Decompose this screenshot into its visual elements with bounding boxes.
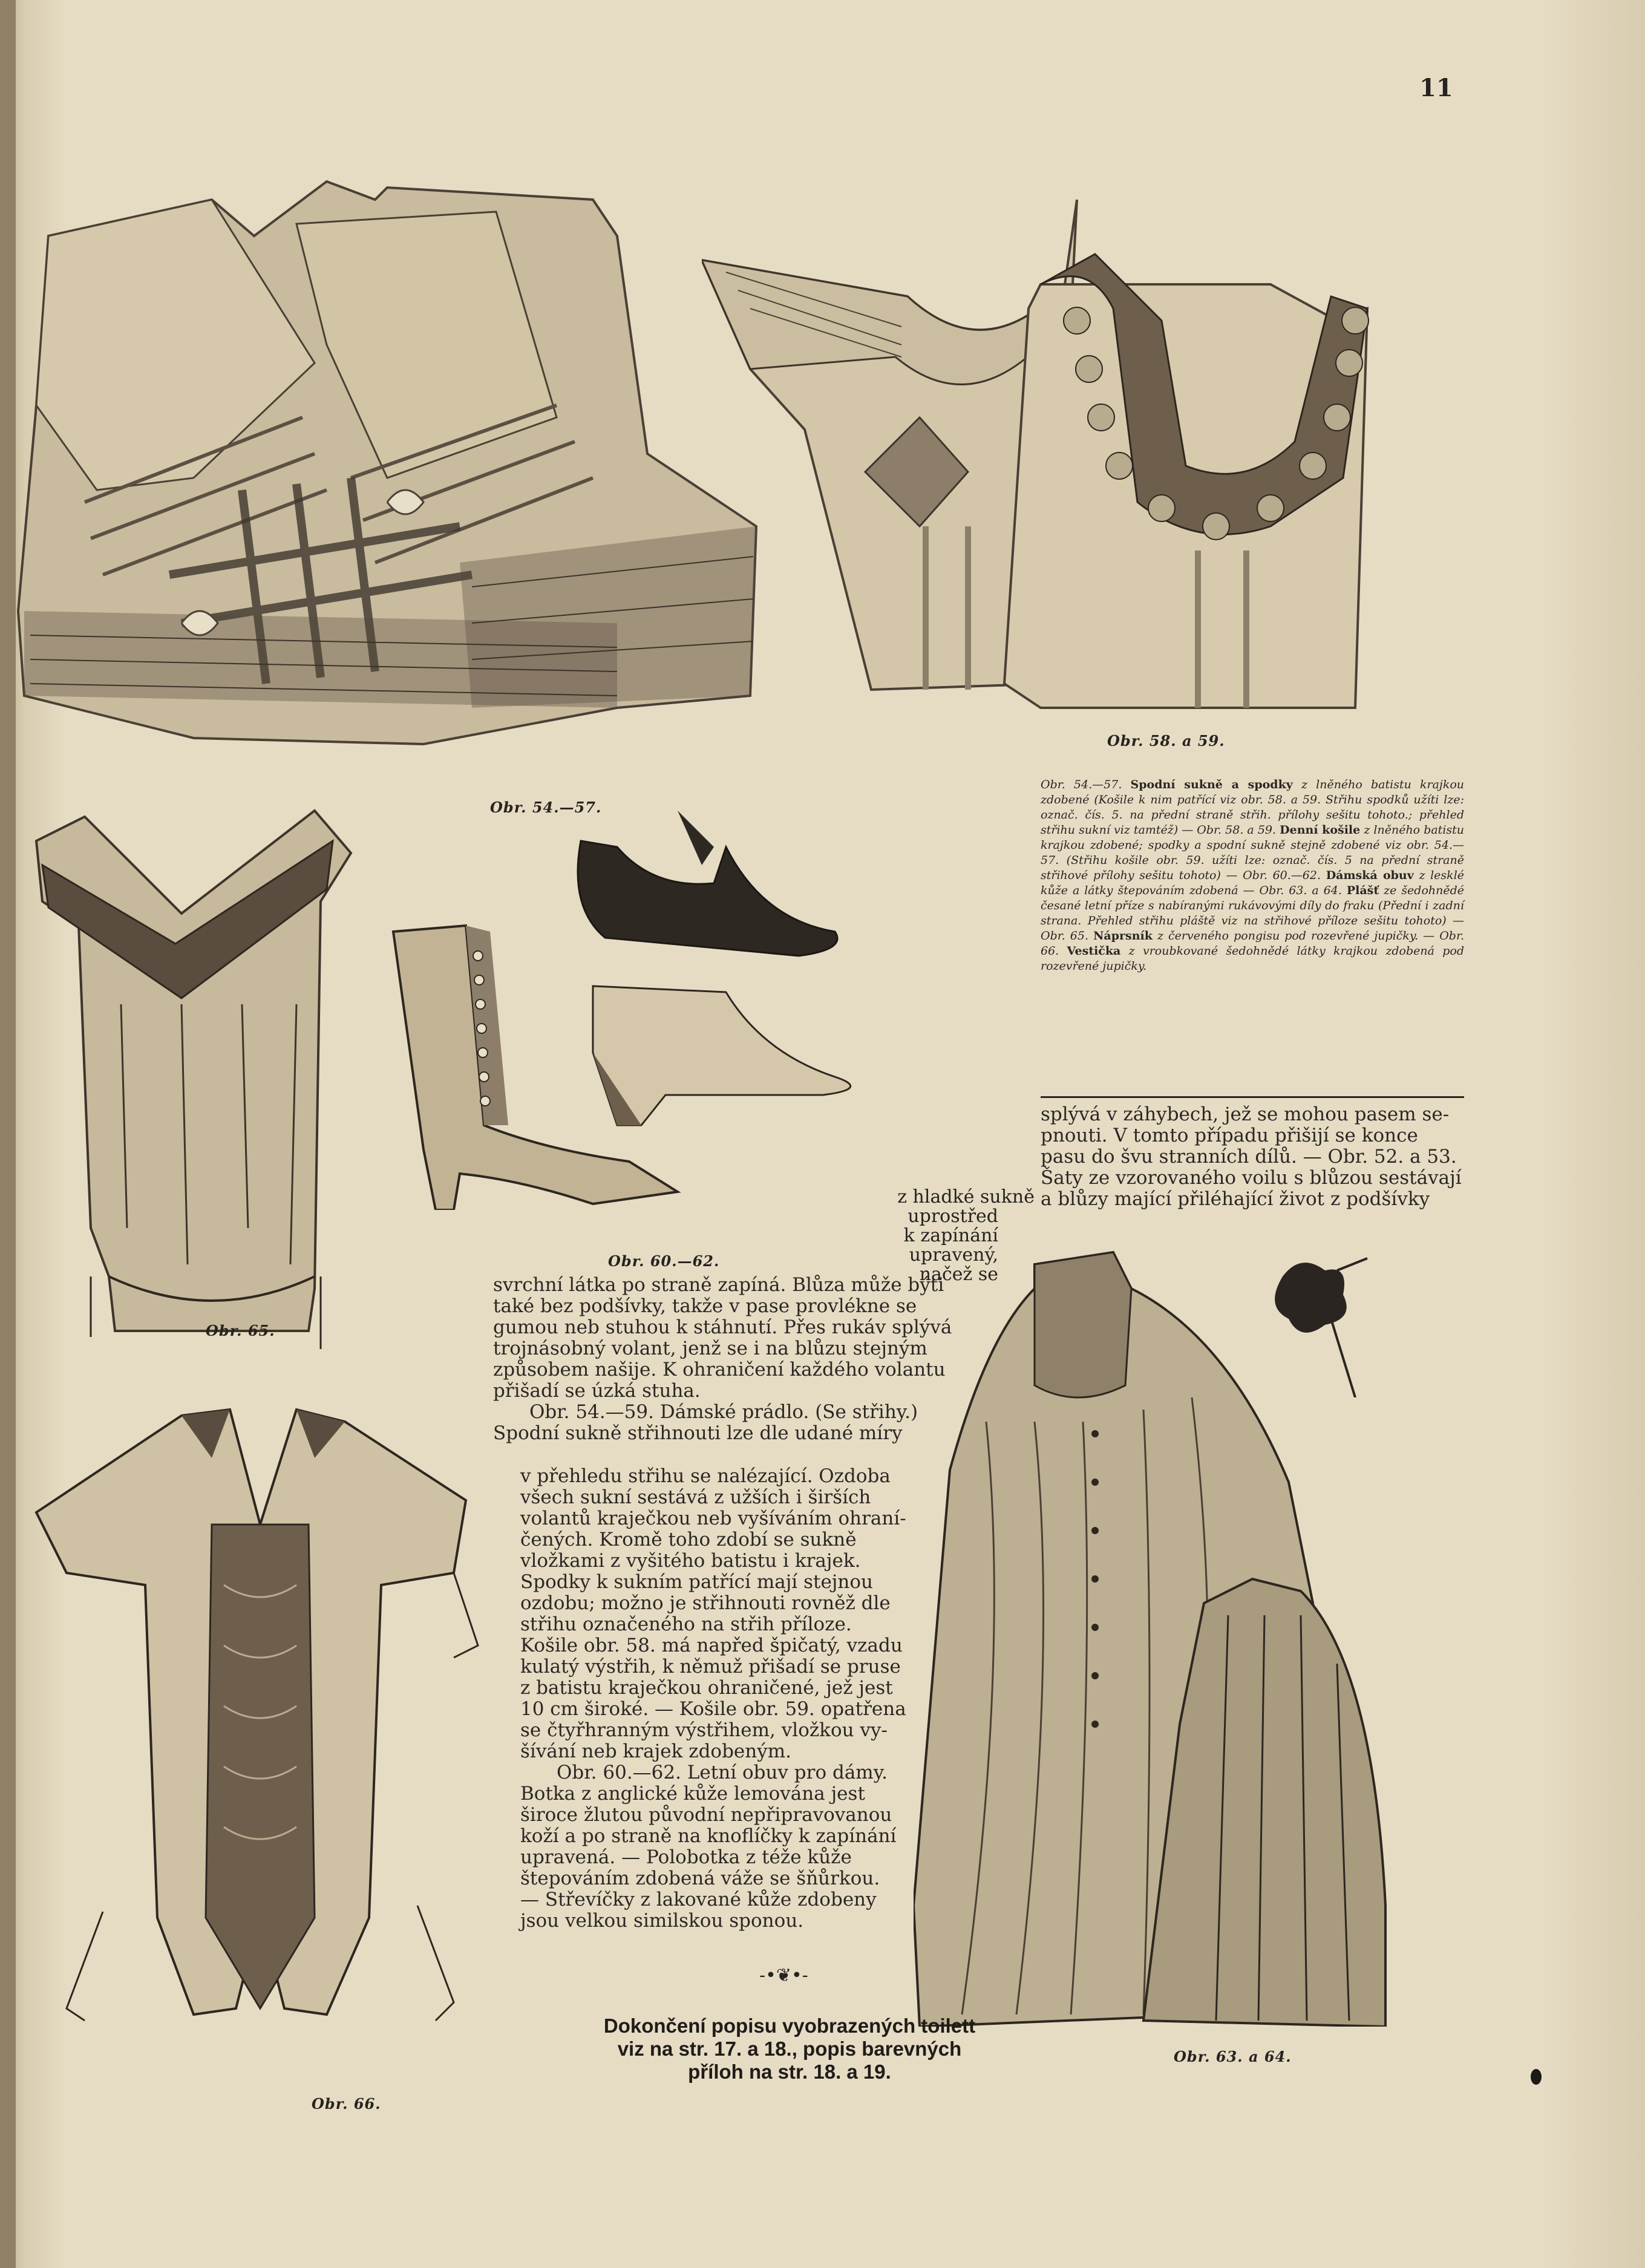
caption-ref: Obr. 63. a 64. (1259, 884, 1342, 897)
note-line: Dokončení popisu vyobrazených toilett (603, 2015, 976, 2037)
caption-text: z vroubkované šedohnědé látky krajkou zdobená pod rozevřené jupičky. (1041, 944, 1464, 973)
page-number: 11 (1419, 74, 1453, 102)
text-line: Šaty ze vzorovaného voilu s blůzou sestávají (1041, 1167, 1462, 1189)
text-line: svrchní látka po straně zapíná. Blůza může býti (493, 1274, 944, 1296)
caption-title: Náprsník (1093, 929, 1153, 943)
text-line: koží a po straně na knoflíčky k zapínání (520, 1825, 897, 1847)
caption-fig-66: Obr. 66. (312, 2095, 381, 2113)
section-heading: Obr. 60.—62. Letní obuv pro dámy. (557, 1762, 888, 1783)
text-line: upravený, (909, 1244, 998, 1266)
caption-title: Vestička (1067, 944, 1121, 958)
text-line: šívání neb krajek zdobeným. (520, 1740, 792, 1762)
text-line: volantů kraječkou neb vyšíváním ohraní- (520, 1508, 906, 1529)
section-heading: Obr. 54.—59. Dámské prádlo. (Se střihy.) (529, 1401, 918, 1423)
text-line: Spodky k sukním patřící mají stejnou (520, 1571, 873, 1593)
petticoat-illustration (12, 163, 768, 762)
caption-divider (1041, 1096, 1464, 1098)
ink-spot (1531, 2069, 1542, 2085)
text-line: Botka z anglické kůže lemována jest (520, 1783, 865, 1805)
text-line: střihu označeného na střih příloze. (520, 1613, 852, 1635)
caption-ref: Obr. 65. (1041, 929, 1089, 943)
caption-text: z lněného batistu krajkou zdobené (Košile k nim patřící viz obr. 58. a 59. Střihu spodků užíti lze: označ. čís. 5. na přední straně střih. přílohy sešitu tohoto.; přehled střihu sukní viz tamtéž) — (1041, 778, 1465, 837)
caption-fig-65: Obr. 65. (206, 1322, 275, 1339)
text-line: splývá v záhybech, jež se mohou pasem se- (1041, 1103, 1450, 1125)
text-line: z batistu kraječkou ohraničené, jež jest (520, 1677, 893, 1699)
text-line: a blůzy mající přiléhající život z podšívky (1041, 1188, 1430, 1210)
text-line: přišadí se úzká stuha. (493, 1380, 701, 1402)
vest-illustration (30, 1404, 490, 2027)
flower-ornament (1264, 1252, 1373, 1397)
right-column-text (1041, 1104, 1464, 1210)
text-line: v přehledu střihu se nalézající. Ozdoba (520, 1465, 891, 1487)
text-line: způsobem našije. K ohraničení každého volantu (493, 1359, 946, 1381)
caption-text: z lněného batistu krajkou zdobené; spodky a spodní sukně stejně zdobené viz obr. 54.—57. (Střihu košile obr. 59. užíti lze: označ. čís. 5 na přední straně střihové přílohy sešitu tohoto) — (1041, 823, 1465, 882)
text-line: trojnásobný volant, jenž se i na blůzu stejným (493, 1338, 927, 1359)
text-line: kulatý výstřih, k němuž přišadí se pruse (520, 1656, 901, 1678)
caption-ref: Obr. 54.—57. (1041, 778, 1122, 791)
text-line: čených. Kromě toho zdobí se sukně (520, 1529, 857, 1551)
continuation-note (578, 2015, 1001, 2083)
text-line: Košile obr. 58. má napřed špičatý, vzadu (520, 1635, 903, 1656)
text-line: Spodní sukně střihnouti lze dle udané míry (493, 1422, 903, 1444)
caption-fig-54-57: Obr. 54.—57. (490, 799, 602, 816)
text-line: ozdobu; možno je střihnouti rovněž dle (520, 1592, 891, 1614)
caption-text: z červeného pongisu pod rozevřené jupičky. — (1157, 929, 1435, 943)
section-ornament: -•❦•- (759, 1965, 808, 1986)
caption-fig-58-59: Obr. 58. a 59. (1107, 732, 1225, 750)
text-line: k zapínání (903, 1225, 998, 1246)
main-text-block (493, 1275, 977, 1444)
text-line: také bez podšívky, takže v pase provlékne se (493, 1295, 917, 1317)
dickey-illustration (30, 805, 357, 1349)
text-line: — Střevíčky z lakované kůže zdobeny (520, 1889, 877, 1910)
shoes-illustration (387, 811, 920, 1210)
text-line: široce žlutou původní nepřipravovanou (520, 1804, 892, 1826)
caption-fig-63-64: Obr. 63. a 64. (1174, 2048, 1292, 2065)
note-line: příloh na str. 18. a 19. (688, 2060, 891, 2083)
text-line: jsou velkou similskou sponou. (520, 1910, 804, 1932)
text-line: všech sukní sestává z užších i širších (520, 1486, 871, 1508)
text-line: upravená. — Polobotka z téže kůže (520, 1846, 852, 1868)
caption-text: z lesklé kůže a látky štepováním zdobená — (1041, 869, 1465, 897)
text-line: gumou neb stuhou k stáhnutí. Přes rukáv splývá (493, 1316, 952, 1338)
caption-title: Dámská obuv (1326, 869, 1414, 882)
caption-title: Spodní sukně a spodky (1130, 778, 1293, 791)
text-line: 10 cm široké. — Košile obr. 59. opatřena (520, 1698, 906, 1720)
caption-ref: Obr. 66. (1041, 929, 1464, 958)
caption-ref: Obr. 58. a 59. (1197, 823, 1277, 837)
text-line: načež se (919, 1264, 998, 1285)
figure-caption-block (1041, 777, 1464, 974)
chemise-illustration (702, 188, 1385, 720)
text-line: z hladké sukně (897, 1186, 1035, 1208)
text-line: štepováním zdobená váže se šňůrkou. (520, 1868, 880, 1889)
text-line: pasu do švu stranních dílů. — Obr. 52. a 53. (1041, 1146, 1457, 1168)
caption-text: ze šedohnědé česané letní příze s nabíranými rukávovými díly do fraku (Přední i zadní strana. Přehled střihu pláště viz na střihové příloze sešitu tohoto) — (1041, 884, 1465, 927)
caption-title: Denní košile (1280, 823, 1361, 837)
caption-ref: Obr. 60.—62. (1243, 869, 1321, 882)
caption-title: Plášť (1346, 884, 1379, 897)
lingerie-text (520, 1466, 980, 1932)
text-line: vložkami z vyšitého batistu i krajek. (520, 1550, 861, 1572)
text-line: pnouti. V tomto případu přišijí se konce (1041, 1125, 1418, 1146)
note-line: viz na str. 17. a 18., popis barevných (617, 2038, 962, 2060)
caption-fig-60-62: Obr. 60.—62. (608, 1252, 720, 1270)
text-line: se čtyřhranným výstřihem, vložkou vy- (520, 1719, 888, 1741)
text-line: uprostřed (908, 1206, 998, 1227)
